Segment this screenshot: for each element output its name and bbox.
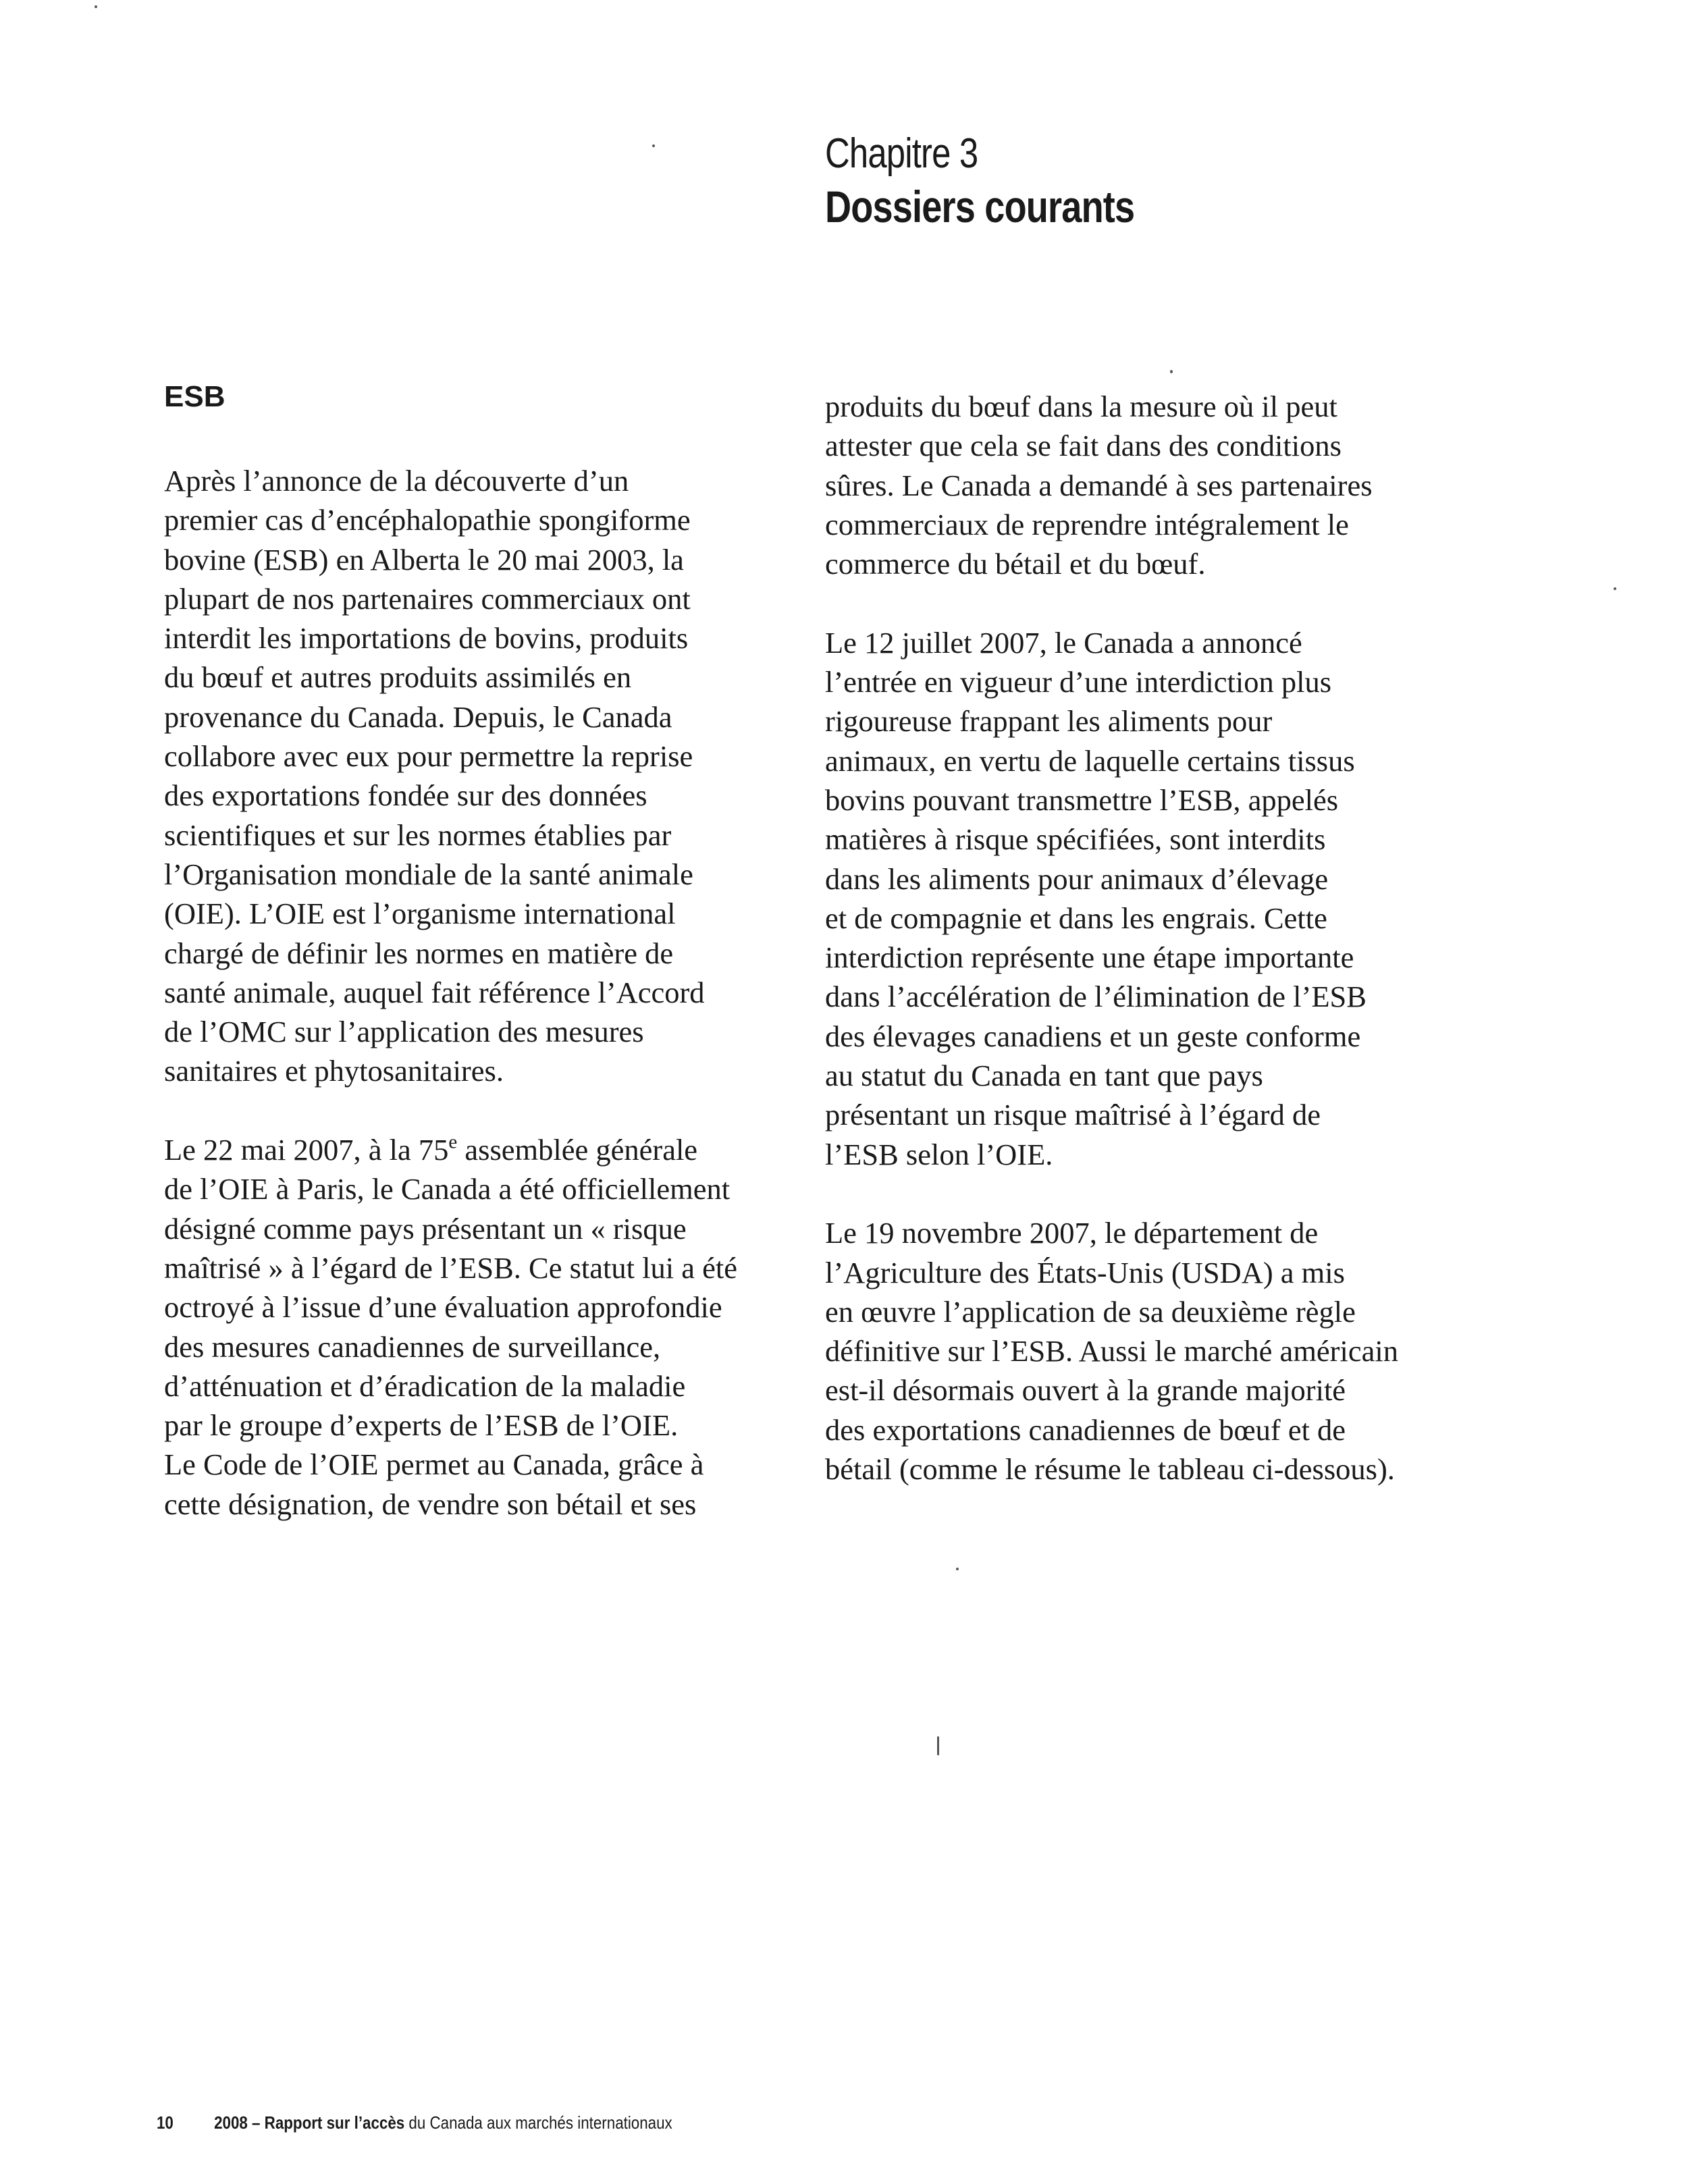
right-paragraph-2 bbox=[825, 623, 1433, 1174]
page-footer bbox=[157, 2112, 672, 2133]
text-line: définitive sur l’ESB. Aussi le marché américain bbox=[825, 1334, 1398, 1368]
text-segment: assemblée générale bbox=[457, 1133, 698, 1167]
text-line: matières à risque spécifiées, sont interdits bbox=[825, 822, 1326, 857]
chapter-label: Chapitre 3 bbox=[825, 130, 978, 177]
text-line: des mesures canadiennes de surveillance, bbox=[164, 1329, 661, 1364]
text-line: interdiction représente une étape importante bbox=[825, 940, 1354, 975]
text-line: de l’OMC sur l’application des mesures bbox=[164, 1015, 644, 1049]
scan-speck bbox=[1170, 370, 1173, 373]
text-line: animaux, en vertu de laquelle certains tissus bbox=[825, 743, 1355, 778]
text-line: en œuvre l’application de sa deuxième règle bbox=[825, 1294, 1356, 1329]
scan-speck bbox=[937, 1736, 939, 1755]
text-line: dans l’accélération de l’élimination de l’ESB bbox=[825, 980, 1367, 1014]
text-line: octroyé à l’issue d’une évaluation approfondie bbox=[164, 1290, 722, 1325]
scan-speck bbox=[956, 1568, 959, 1570]
text-line: et de compagnie et dans les engrais. Cette bbox=[825, 901, 1327, 935]
text-line: des exportations fondée sur des données bbox=[164, 778, 647, 813]
text-line: présentant un risque maîtrisé à l’égard de bbox=[825, 1098, 1321, 1132]
text-line bbox=[164, 1130, 758, 1169]
text-line: bétail (comme le résume le tableau ci-dessous). bbox=[825, 1452, 1395, 1487]
text-line: collabore avec eux pour permettre la reprise bbox=[164, 739, 693, 774]
text-line: interdit les importations de bovins, produits bbox=[164, 621, 689, 656]
chapter-title: Dossiers courants bbox=[825, 182, 1135, 232]
text-line: au statut du Canada en tant que pays bbox=[825, 1059, 1263, 1093]
text-line: Après l’annonce de la découverte d’un bbox=[164, 464, 629, 498]
text-line: (OIE). L’OIE est l’organisme international bbox=[164, 897, 676, 931]
right-column bbox=[825, 387, 1433, 1528]
text-line: de l’OIE à Paris, le Canada a été officiellement bbox=[164, 1172, 731, 1206]
text-line: par le groupe d’experts de l’ESB de l’OIE. bbox=[164, 1408, 679, 1443]
text-line: provenance du Canada. Depuis, le Canada bbox=[164, 699, 672, 734]
text-line: rigoureuse frappant les aliments pour bbox=[825, 704, 1273, 739]
text-line: l’entrée en vigueur d’une interdiction plus bbox=[825, 665, 1332, 699]
text-line: maîtrisé » à l’égard de l’ESB. Ce statut lui a été bbox=[164, 1250, 737, 1285]
text-line: bovine (ESB) en Alberta le 20 mai 2003, la bbox=[164, 542, 684, 577]
right-paragraph-3 bbox=[825, 1213, 1433, 1489]
text-line: bovins pouvant transmettre l’ESB, appelés bbox=[825, 782, 1339, 817]
footer-report-subtitle: du Canada aux marchés internationaux bbox=[404, 2112, 672, 2133]
text-line: des exportations canadiennes de bœuf et de bbox=[825, 1412, 1346, 1447]
scan-speck bbox=[652, 144, 655, 147]
text-line: chargé de définir les normes en matière de bbox=[164, 936, 674, 970]
text-line: Le Code de l’OIE permet au Canada, grâce à bbox=[164, 1447, 704, 1482]
text-line: attester que cela se fait dans des conditions bbox=[825, 429, 1342, 463]
scan-speck bbox=[1614, 587, 1616, 590]
text-line: du bœuf et autres produits assimilés en bbox=[164, 660, 632, 695]
scan-speck bbox=[95, 5, 97, 8]
text-line: cette désignation, de vendre son bétail et ses bbox=[164, 1487, 697, 1521]
left-paragraph-2 bbox=[164, 1130, 758, 1524]
text-line: sanitaires et phytosanitaires. bbox=[164, 1054, 504, 1088]
right-paragraph-1 bbox=[825, 387, 1433, 583]
text-line: commerciaux de reprendre intégralement le bbox=[825, 507, 1349, 541]
left-paragraph-1 bbox=[164, 461, 758, 1091]
text-segment: Le 22 mai 2007, à la 75 bbox=[164, 1133, 449, 1167]
chapter-header bbox=[825, 128, 1568, 234]
text-line: l’Organisation mondiale de la santé animale bbox=[164, 857, 693, 891]
text-line: produits du bœuf dans la mesure où il peut bbox=[825, 390, 1337, 423]
text-line: sûres. Le Canada a demandé à ses partenaires bbox=[825, 468, 1373, 502]
ordinal-superscript: e bbox=[448, 1131, 458, 1153]
text-line: commerce du bétail et du bœuf. bbox=[825, 547, 1206, 581]
section-heading: ESB bbox=[164, 380, 225, 413]
text-line: santé animale, auquel fait référence l’Accord bbox=[164, 975, 705, 1009]
text-line: premier cas d’encéphalopathie spongiforme bbox=[164, 503, 691, 537]
text-line: Le 19 novembre 2007, le département de bbox=[825, 1216, 1319, 1250]
text-line: est-il désormais ouvert à la grande majorité bbox=[825, 1373, 1346, 1408]
text-line: scientifiques et sur les normes établies par bbox=[164, 818, 672, 852]
text-line: des élevages canadiens et un geste conforme bbox=[825, 1019, 1361, 1053]
text-line: plupart de nos partenaires commerciaux ont bbox=[164, 581, 691, 616]
text-line: désigné comme pays présentant un « risque bbox=[164, 1211, 687, 1246]
text-line: dans les aliments pour animaux d’élevage bbox=[825, 861, 1329, 896]
page-number: 10 bbox=[157, 2112, 174, 2133]
footer-report-title: 2008 – Rapport sur l’accès bbox=[214, 2112, 405, 2133]
text-line: d’atténuation et d’éradication de la maladie bbox=[164, 1368, 686, 1403]
text-line: Le 12 juillet 2007, le Canada a annoncé bbox=[825, 625, 1302, 660]
text-line: l’Agriculture des États-Unis (USDA) a mis bbox=[825, 1255, 1345, 1289]
text-line: l’ESB selon l’OIE. bbox=[825, 1137, 1053, 1171]
left-column bbox=[164, 461, 758, 1563]
